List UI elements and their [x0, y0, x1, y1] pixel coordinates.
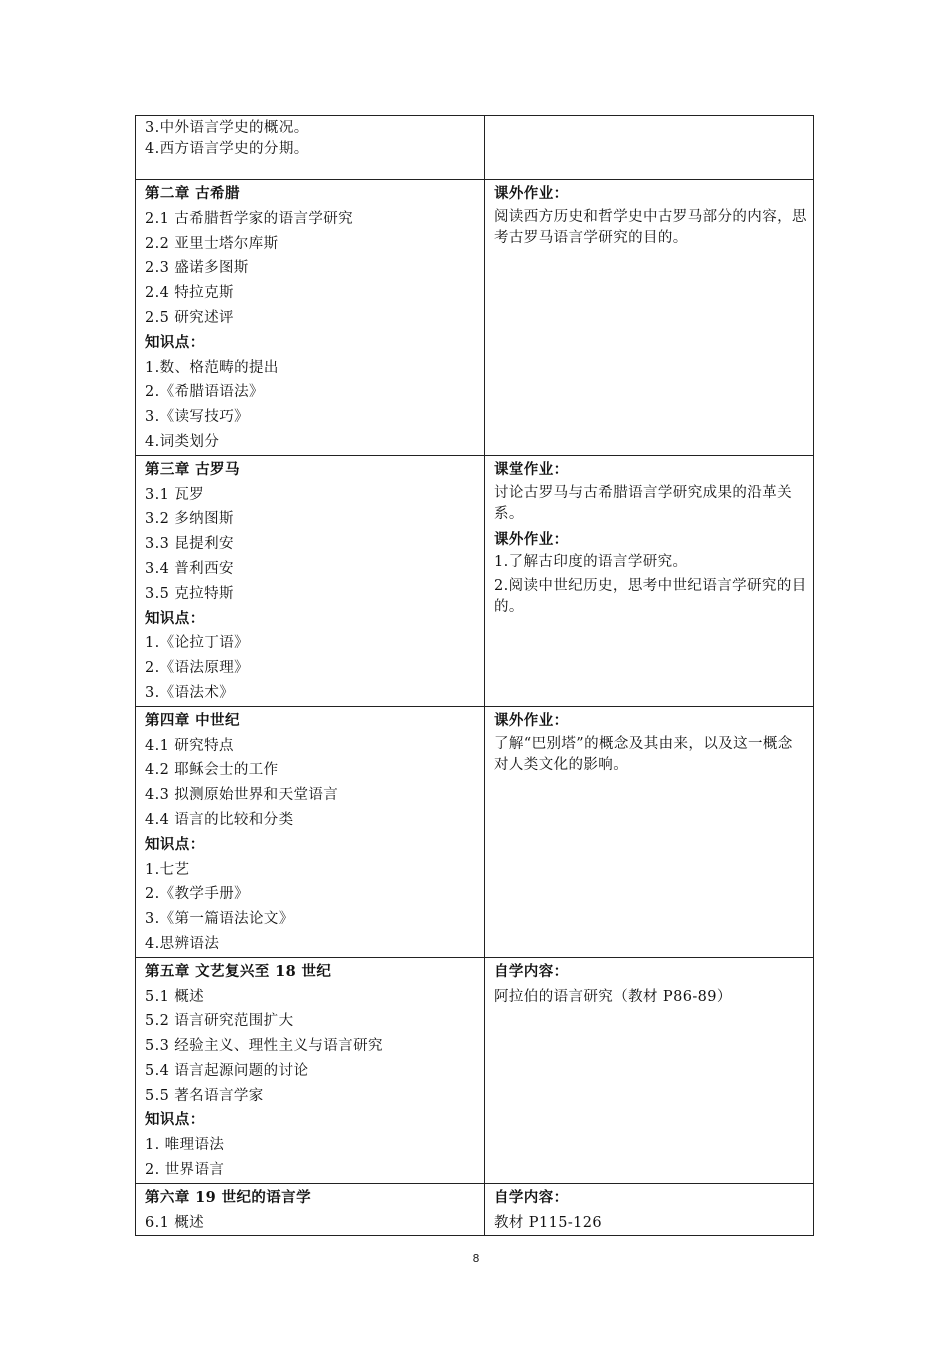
assignment-item: 2.阅读中世纪历史，思考中世纪语言学研究的目的。	[494, 577, 807, 616]
knowledge-label: 知识点：	[145, 1111, 205, 1129]
assignment-item: 1.了解古印度的语言学研究。	[494, 554, 688, 571]
knowledge-label: 知识点：	[145, 609, 205, 627]
chapter-3-assignment-cell	[485, 455, 814, 706]
table-row-chapter-5	[136, 957, 814, 1183]
chapter-2-content-cell	[136, 180, 485, 456]
section-item: 3.4 普利西安	[145, 560, 234, 577]
section-item: 4.1 研究特点	[145, 737, 234, 754]
knowledge-item: 4.词类划分	[145, 433, 220, 450]
knowledge-item: 1.七艺	[145, 861, 190, 878]
table-row-chapter-2	[136, 180, 814, 456]
section-item: 3.5 克拉特斯	[145, 585, 234, 602]
chapter-4-content-cell	[136, 706, 485, 957]
section-item: 6.1 概述	[145, 1214, 205, 1231]
table-row-chapter-3	[136, 455, 814, 706]
list-item: 4.西方语言学史的分期。	[145, 141, 309, 157]
section-item: 3.2 多纳图斯	[145, 511, 234, 528]
page-number: 8	[472, 1252, 480, 1265]
chapter-title: 第五章 文艺复兴至 18 世纪	[145, 962, 332, 980]
knowledge-item: 3.《读写技巧》	[145, 409, 250, 426]
section-item: 2.5 研究述评	[145, 309, 234, 326]
section-item: 4.4 语言的比较和分类	[145, 811, 294, 828]
knowledge-item: 1.《论拉丁语》	[145, 635, 250, 652]
table-row-chapter-4	[136, 706, 814, 957]
assignment-label: 课外作业：	[494, 711, 569, 729]
knowledge-item: 4.思辨语法	[145, 935, 220, 952]
chapter-6-assignment-cell	[485, 1183, 814, 1236]
assignment-text: 了解“巴别塔”的概念及其由来，以及这一概念对人类文化的影响。	[494, 735, 793, 774]
section-item: 4.3 拟测原始世界和天堂语言	[145, 787, 339, 804]
section-item: 5.1 概述	[145, 988, 205, 1005]
section-item: 2.3 盛诺多图斯	[145, 260, 249, 277]
knowledge-label: 知识点：	[145, 333, 205, 351]
knowledge-label: 知识点：	[145, 835, 205, 853]
classwork-label: 课堂作业：	[494, 460, 569, 478]
section-item: 5.3 经验主义、理性主义与语言研究	[145, 1038, 383, 1055]
intro-left-cell	[136, 116, 485, 180]
knowledge-item: 3.《语法术》	[145, 684, 235, 701]
section-item: 3.1 瓦罗	[145, 486, 205, 503]
classwork-text: 讨论古罗马与古希腊语言学研究成果的沿革关系。	[494, 484, 792, 523]
chapter-5-content-cell	[136, 957, 485, 1183]
chapter-4-assignment-cell	[485, 706, 814, 957]
assignment-label: 课外作业：	[494, 185, 569, 202]
chapter-3-content-cell	[136, 455, 485, 706]
chapter-6-content-cell	[136, 1183, 485, 1236]
knowledge-item: 3.《第一篇语法论文》	[145, 911, 294, 928]
self-study-label: 自学内容：	[494, 1188, 569, 1206]
section-item: 5.2 语言研究范围扩大	[145, 1013, 294, 1030]
self-study-label: 自学内容：	[494, 962, 569, 980]
chapter-2-assignment-cell	[485, 180, 814, 456]
section-item: 2.1 古希腊哲学家的语言学研究	[145, 210, 354, 227]
list-item: 3.中外语言学史的概况。	[145, 120, 309, 136]
chapter-title: 第三章 古罗马	[145, 460, 240, 478]
knowledge-item: 1.数、格范畴的提出	[145, 359, 279, 376]
section-item: 2.2 亚里士塔尔库斯	[145, 235, 279, 252]
knowledge-item: 2.《希腊语语法》	[145, 384, 264, 401]
section-item: 2.4 特拉克斯	[145, 285, 234, 302]
knowledge-item: 2.《语法原理》	[145, 660, 250, 677]
assignment-label: 课外作业：	[494, 530, 569, 548]
table-row-intro	[136, 116, 814, 180]
table-row-chapter-6	[136, 1183, 814, 1236]
knowledge-item: 2.《教学手册》	[145, 886, 250, 903]
self-study-text: 教材 P115-126	[494, 1214, 603, 1231]
chapter-title: 第四章 中世纪	[145, 711, 240, 729]
chapter-5-assignment-cell	[485, 957, 814, 1183]
syllabus-table	[135, 115, 814, 1236]
assignment-text: 阅读西方历史和哲学史中古罗马部分的内容，思考古罗马语言学研究的目的。	[494, 208, 807, 247]
section-item: 5.4 语言起源问题的讨论	[145, 1062, 309, 1079]
section-item: 4.2 耶稣会士的工作	[145, 762, 279, 779]
section-item: 3.3 昆提利安	[145, 536, 234, 553]
chapter-title: 第六章 19 世纪的语言学	[145, 1188, 311, 1206]
intro-right-cell	[485, 116, 814, 180]
knowledge-item: 1. 唯理语法	[145, 1137, 225, 1154]
chapter-title: 第二章 古希腊	[145, 185, 240, 202]
self-study-text: 阿拉伯的语言研究（教材 P86-89）	[494, 988, 732, 1005]
section-item: 5.5 著名语言学家	[145, 1087, 264, 1104]
knowledge-item: 2. 世界语言	[145, 1162, 225, 1179]
